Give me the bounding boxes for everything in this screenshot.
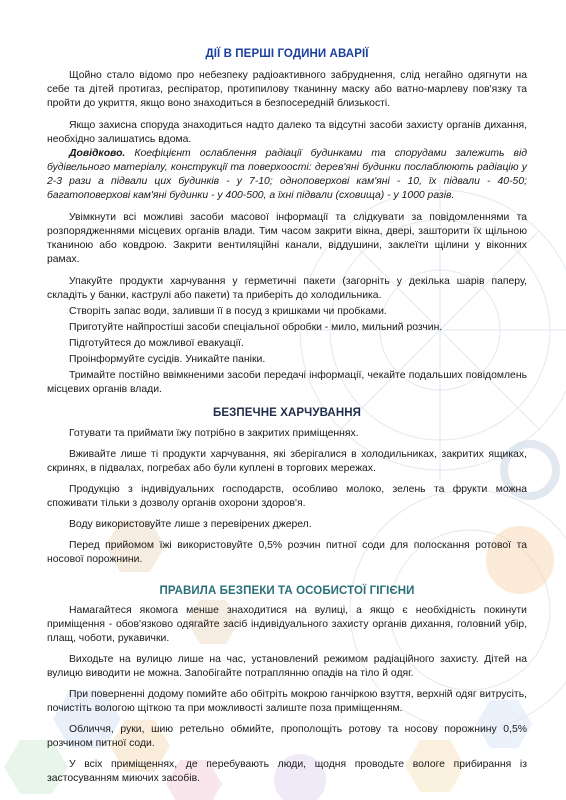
reference-note-text: Коефіцієнт ослаблення радіації будинками та спорудами залежить від будівельного матеріалу, конструкції та поверхоості: дерев'яні будинки послаблюють радіацію у 2-3 рази а підвали цих будинків - у 7-10; одноповерхові кам'яні - 10, їх підвали - 40-50; багатоповерхові кам'яні будинки - у 400-500, а їхні підвали (сховища) - у 1000 разів. — [47, 148, 527, 201]
paragraph: Приготуйте найпростіші засоби спеціальної обробки - мило, мильний розчин. — [69, 322, 443, 333]
paragraph: Виходьте на вулицю лише на час, установлений режимом радіаційного захисту. Дітей на вулицю виводити не можна. Запобігайте потраплянню опадів на тіло й одяг. — [47, 654, 527, 679]
paragraph: Воду використовуйте лише з перевірених джерел. — [69, 519, 312, 530]
paragraph: Готувати та приймати їжу потрібно в закритих приміщеннях. — [69, 428, 359, 439]
paragraph: При поверненні додому помийте або обітріть мокрою ганчіркою взуття, верхній одяг витрусіть, почистіть вологою щіткою та при можливості залиште поза приміщенням. — [47, 689, 527, 714]
paragraph: Обличчя, руки, шию ретельно обмийте, прополощіть ротову та носову порожнину 0,5% розчином питної соди. — [47, 724, 527, 749]
section-title-safe-food: БЕЗПЕЧНЕ ХАРЧУВАННЯ — [212, 407, 362, 419]
paragraph: Підготуйтеся до можливої евакуації. — [69, 338, 244, 349]
section-title-first-hours: ДІЇ В ПЕРШІ ГОДИНИ АВАРІЇ — [205, 48, 369, 60]
paragraph: Упакуйте продукти харчування у герметичні пакети (загорніть у декілька шарів паперу, складіть у банки, каструлі або пакети) та приберіть до холодильника. — [47, 276, 527, 301]
paragraph: Увімкнути всі можливі засоби масової інформації та слідкувати за повідомленнями та розпорядженнями місцевих органів влади. Тим часом закрити вікна, двері, зашторити їх щільною тканиною або ковдрою. Закрити вентиляційні канали, віддушини, заклеїти щілини у віконних рамах. — [47, 212, 527, 265]
paragraph: Тримайте постійно ввімкненими засоби передачі інформації, чекайте подальших повідомлень місцевих органів влади. — [47, 370, 527, 395]
paragraph: Щойно стало відомо про небезпеку радіоактивного забруднення, слід негайно одягнути на себе та дітей протигаз, респіратор, протипилову тканинну маску або ватно-марлеву пов'язку та пройти до укриття, якщо воно знаходиться в безпосередній близькості. — [47, 70, 527, 109]
document-content — [47, 48, 527, 786]
paragraph: Вживайте лише ті продукти харчування, які зберігалися в холодильниках, закритих ящиках, скринях, в підвалах, погребах або були куплені в торгових мережах. — [47, 449, 527, 474]
paragraph: Перед прийомом їжі використовуйте 0,5% розчин питної соди для полоскання ротової та носової порожнини. — [47, 540, 527, 565]
section-title-hygiene-rules: ПРАВИЛА БЕЗПЕКИ ТА ОСОБИСТОЇ ГІГІЄНИ — [159, 585, 415, 597]
paragraph: Якщо захисна споруда знаходиться надто далеко та відсутні засоби захисту органів дихання, необхідно залишатись вдома. — [47, 120, 527, 145]
paragraph: Створіть запас води, заливши її в посуд з кришками чи пробками. — [69, 306, 387, 317]
paragraph: У всіх приміщеннях, де перебувають люди, щодня проводьте вологе прибирання із застосуванням миючих засобів. — [47, 759, 527, 784]
paragraph: Продукцію з індивідуальних господарств, особливо молоко, зелень та фрукти можна споживати тільки з дозволу органів охорони здоров'я. — [47, 484, 527, 509]
paragraph: Проінформуйте сусідів. Уникайте паніки. — [69, 354, 266, 365]
reference-note — [47, 147, 527, 203]
reference-note-label: Довідково. — [69, 148, 126, 159]
paragraph: Намагайтеся якомога менше знаходитися на вулиці, а якщо є необхідність покинути приміщення - обов'язково одягайте засіб індивідуального захисту органів дихання, головний убір, плащ, чоботи, рукавички. — [47, 605, 527, 644]
